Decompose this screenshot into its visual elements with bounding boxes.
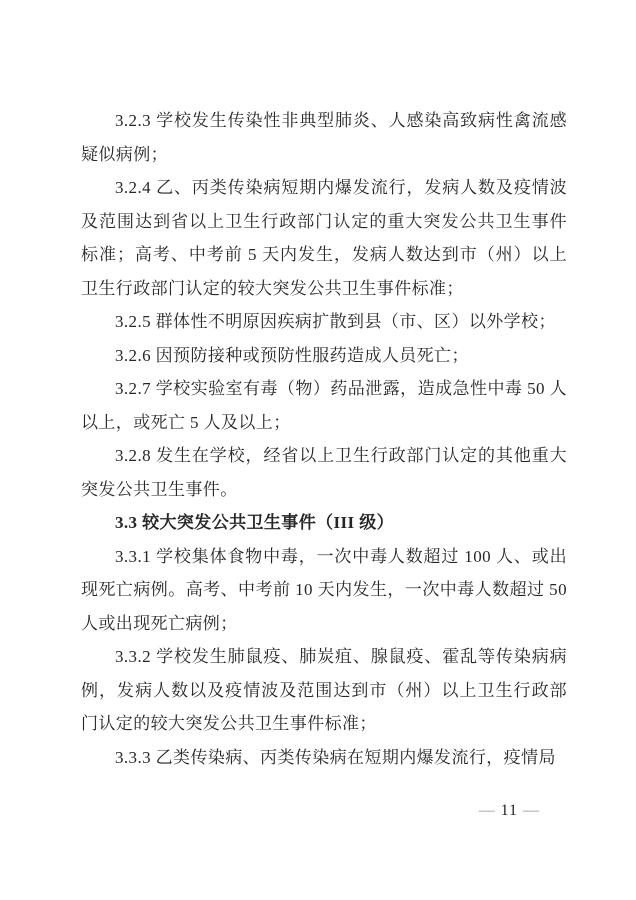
section-heading-3-3: 3.3 较大突发公共卫生事件（III 级） [115,513,394,532]
paragraph-3-2-6: 3.2.6 因预防接种或预防性服药造成人员死亡； [115,345,469,365]
paragraph-3-2-8: 3.2.8 发生在学校，经省以上卫生行政部门认定的其他重大突发公共卫生事件。 [81,446,567,499]
page-number-dash: — [523,802,540,819]
page-number-value: 11 [500,802,518,819]
paragraph-3-2-7: 3.2.7 学校实验室有毒（物）药品泄露，造成急性中毒 50 人以上，或死亡 5 人及以上； [81,379,567,432]
paragraph-3-3-2: 3.3.2 学校发生肺鼠疫、肺炭疽、腺鼠疫、霍乱等传染病病例，发病人数以及疫情波及范围达到市（州）以上卫生行政部门认定的较大突发公共卫生事件标准； [81,647,567,733]
page-number-dash: — [478,802,496,819]
paragraph-3-2-5: 3.2.5 群体性不明原因疾病扩散到县（市、区）以外学校； [115,312,556,331]
paragraph-3-3-1: 3.3.1 学校集体食物中毒，一次中毒人数超过 100 人、或出现死亡病例。高考、中考前 10 天内发生，一次中毒人数超过 50 人或出现死亡病例； [81,546,567,633]
paragraph-3-3-3: 3.3.3 乙类传染病、丙类传染病在短期内爆发流行，疫情局 [115,747,556,767]
paragraph-3-2-3: 3.2.3 学校发生传染性非典型肺炎、人感染高致病性禽流感疑似病例； [81,111,567,164]
page-number [474,801,545,821]
document-body [81,104,567,774]
paragraph-3-2-4: 3.2.4 乙、丙类传染病短期内爆发流行，发病人数及疫情波及范围达到省以上卫生行政部门认定的重大突发公共卫生事件标准；高考、中考前 5 天内发生，发病人数达到市（州）以上卫生行政部门认定的较大突发公共卫生事件标准； [81,178,567,298]
